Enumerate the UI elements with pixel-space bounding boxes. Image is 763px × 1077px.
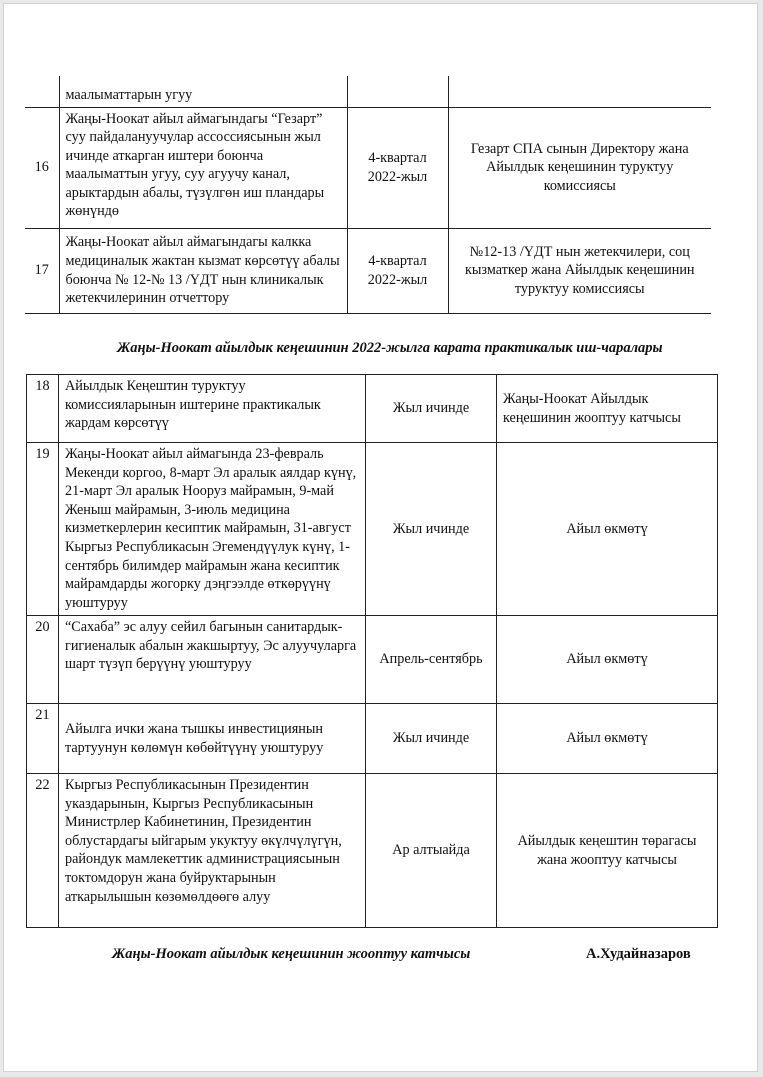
row-term: 4-квартал 2022-жыл [347,228,448,313]
row-description: Жаңы-Ноокат айыл аймагындагы калкка медициналык жактан кызмат көрсөтүү абалы боюнча № 12-№ 13 /ҮДТ нын клиникалык жетекчилеринин отчеттору [59,228,347,313]
signatory-name: А.Худайназаров [586,946,691,962]
row-responsible: Айыл өкмөтү [497,443,718,616]
table-row [27,375,718,443]
row-number: 19 [27,443,59,616]
continuation-num-cell [25,76,59,107]
table-row [25,107,711,228]
row-responsible: Гезарт СПА сынын Директору жана Айылдык кеңешинин туруктуу комиссиясы [448,107,711,228]
row-description: Айылдык Кеңештин туруктуу комиссияларынын иштерине практикалык жардам көрсөтүү [59,375,366,443]
row-term: Жыл ичинде [366,443,497,616]
document-page [3,3,758,1072]
row-responsible: Айыл өкмөтү [497,704,718,774]
table-row [27,443,718,616]
continuation-resp-cell [448,76,711,107]
row-term: Жыл ичинде [366,375,497,443]
continuation-desc-cell [59,76,347,107]
row-number: 22 [27,774,59,928]
bottom-table [26,374,718,928]
row-description: Кыргыз Республикасынын Президентин указдарынын, Кыргыз Республикасынын Министрлер Кабинетинин, Президентин облустардагы ыйгарым укуктуу өкүлчүлүгүн, райондук мамлекеттик администрациясынын токтомдорун жана буйруктарынын аткарылышын көзөмөлдөөгө алуу [59,774,366,928]
row-description: Айылга ички жана тышкы инвестициянын тартуунун көлөмүн көбөйтүүнү уюштуруу [59,704,366,774]
row-number: 18 [27,375,59,443]
row-number: 20 [27,616,59,704]
row-number: 21 [27,704,59,774]
row-responsible: Айылдык кеңештин төрагасы жана жооптуу катчысы [497,774,718,928]
row-description: Жаңы-Ноокат айыл аймагындагы “Гезарт” суу пайдалануучулар ассоссиясынын жыл ичинде аткарган иштери боюнча маалыматтын угуу, суу агуучу канал, арыктардын абалы, түзүлгөн иш пландары жөнүндө [59,107,347,228]
row-term: Ар алтыайда [366,774,497,928]
row-description: Жаңы-Ноокат айыл аймагында 23-февраль Мекенди коргоо, 8-март Эл аралык аялдар күнү, 21-март Эл аралык Нооруз майрамын, 9-май Женыш майрамын, 3-июль медицина кизметкерлерин кесиптик майрамын, 31-август Кыргыз Республикасын Эгемендүүлук күнү, 1-сентябрь билимдер майрамын жана кесиптик майрамдарды жогорку дэңгээлде өткөрүүнү уюштуруу [59,443,366,616]
signatory-title: Жаңы-Ноокат айылдык кеңешинин жооптуу катчысы [112,946,471,962]
row-term: Апрель-сентябрь [366,616,497,704]
row-term: 4-квартал 2022-жыл [347,107,448,228]
table-row-continuation [25,76,711,107]
continuation-term-cell [347,76,448,107]
row-responsible: №12-13 /ҮДТ нын жетекчилери, соц кызматкер жана Айылдык кеңешинин туруктуу комиссиясы [448,228,711,313]
row-number: 16 [25,107,59,228]
continuation-text: маалыматтарын угуу [65,86,193,103]
row-description: “Сахаба” эс алуу сейил багынын санитардык-гигиеналык абалын жакшыртуу, Эс алуучуларга шарт түзүп берүүнү уюштуруу [59,616,366,704]
table-row [25,228,711,313]
row-term: Жыл ичинде [366,704,497,774]
table-row [27,704,718,774]
section-heading: Жаңы-Ноокат айылдык кеңешинин 2022-жылга карата практикалык иш-чаралары [117,340,663,356]
top-table [25,76,711,314]
row-responsible: Жаңы-Ноокат Айылдык кеңешинин жооптуу катчысы [497,375,718,443]
row-responsible: Айыл өкмөтү [497,616,718,704]
table-row [27,774,718,928]
row-number: 17 [25,228,59,313]
table-row [27,616,718,704]
